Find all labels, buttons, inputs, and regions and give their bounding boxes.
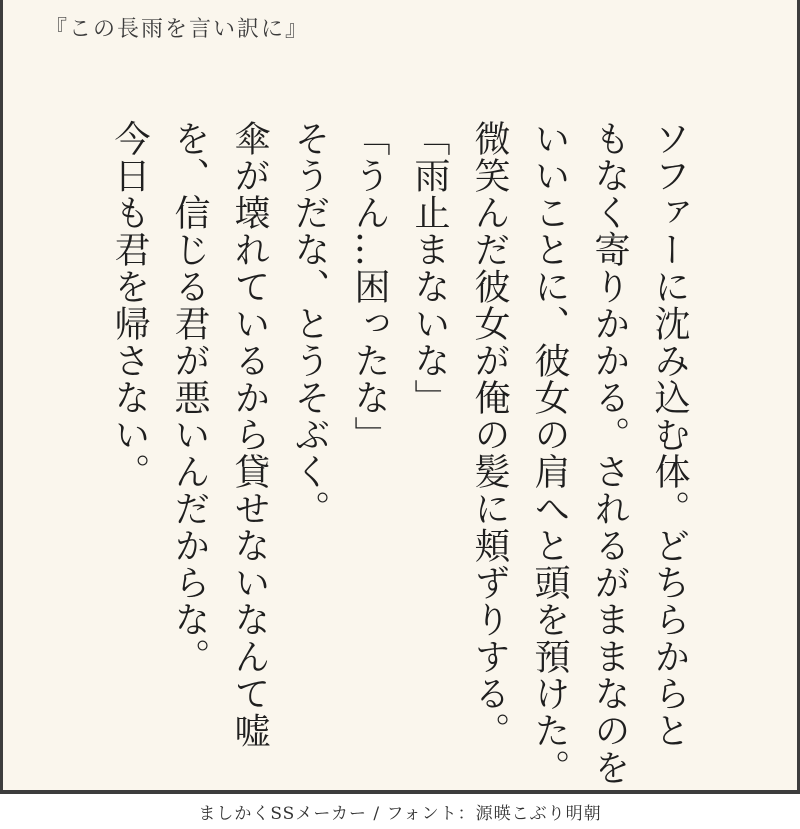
story-line: 今日も君を帰さない。	[109, 120, 150, 490]
story-line: 「うん…困ったな」	[349, 120, 390, 453]
story-title: 『この長雨を言い訳に』	[45, 17, 310, 42]
story-line: 傘が壊れているから貸せないなんて嘘	[229, 120, 270, 749]
story-line: もなく寄りかかる。されるがままなのを	[589, 120, 630, 786]
story-line: 「雨止まないな」	[409, 120, 450, 416]
story-line: 微笑んだ彼女が俺の髪に頬ずりする。	[469, 120, 510, 749]
footer	[0, 794, 800, 829]
story-line: を、信じる君が悪いんだからな。	[169, 120, 210, 675]
footer-credit: ましかくSSメーカー / フォント：源暎こぶり明朝	[198, 804, 602, 824]
story-line: いいことに、彼女の肩へと頭を預けた。	[529, 120, 570, 786]
story-line: ソファーに沈み込む体。どちらからと	[649, 120, 690, 749]
story-line: そうだな、とうそぶく。	[289, 120, 330, 527]
story-text-vertical	[99, 120, 699, 785]
